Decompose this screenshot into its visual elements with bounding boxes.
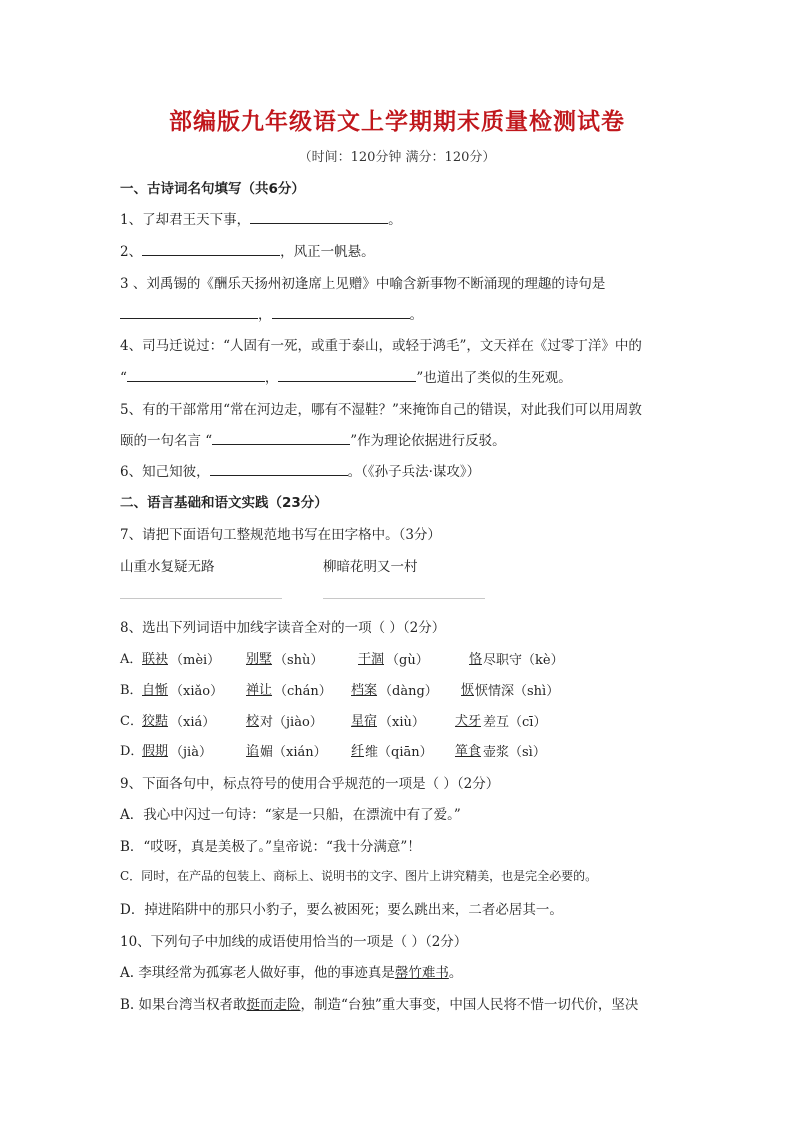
q3-sep: ， [258, 307, 272, 323]
q8-a-word4: 恪 [469, 652, 483, 667]
section1-heading: 一、古诗词名句填写（共6分） [120, 181, 305, 197]
q8-b-letter: B． [120, 683, 143, 698]
q8-b-word2: 禅让 [246, 683, 273, 698]
q8-c-letter: C． [120, 714, 143, 729]
q5-blank[interactable] [212, 430, 350, 445]
q6-blank[interactable] [210, 461, 348, 476]
q8-d-pinyin2: 媚（xián） [260, 745, 327, 760]
question-7: 7、请把下面语句工整规范地书写在田字格中。（3分） [120, 527, 441, 543]
q8-c-word4: 犬牙 [455, 714, 482, 729]
q8-a-pinyin1: （mèi） [170, 653, 221, 668]
question-3-blanks [120, 303, 423, 323]
q8-b-word4: 恹 [461, 683, 475, 698]
q8-d-word1: 假期 [142, 744, 169, 759]
q1-end: 。 [388, 212, 402, 228]
q4-open: “ [120, 370, 127, 386]
question-4-blanks [120, 366, 572, 386]
q10-b-idiom: 挺而走险 [246, 997, 301, 1013]
q1-blank[interactable] [250, 209, 388, 224]
q8-b-pinyin4: 恹情深（shì） [475, 684, 560, 699]
q8-a-word1: 联袂 [142, 652, 169, 667]
q8-a-pinyin2: （shù） [274, 653, 324, 668]
section2-heading: 二、语言基础和语文实践（23分） [120, 495, 328, 511]
q9-option-a: A．我心中闪过一句诗：“家是一只船，在漂流中有了爱。” [120, 807, 461, 823]
question-4: 4、司马迁说过：“人固有一死，或重于泰山，或轻于鸿毛”，文天祥在《过零丁洋》中的 [120, 338, 642, 354]
q2-text: 2、 [120, 244, 143, 260]
question-10: 10、下列句子中加线的成语使用恰当的一项是（ ）（2分） [120, 934, 468, 950]
q10-a-idiom: 罄竹难书 [394, 965, 449, 981]
exam-title: 部编版九年级语文上学期期末质量检测试卷 [169, 109, 625, 135]
q1-text: 1、了却君王天下事， [120, 212, 251, 228]
q8-c-pinyin4: 差互（cī） [483, 715, 547, 730]
q8-d-pinyin4: 壶浆（sì） [483, 745, 546, 760]
q10-b-end: ，制造“台独”重大事变，中国人民将不惜一切代价，坚决 [300, 997, 639, 1013]
q8-d-word2: 谄 [246, 744, 260, 759]
q8-c-word1: 狡黠 [142, 714, 169, 729]
q10-b-text: B. 如果台湾当权者敢 [120, 997, 247, 1013]
q4-blank-1[interactable] [127, 367, 265, 382]
q8-c-pinyin3: （xiù） [379, 715, 425, 730]
q2-blank[interactable] [142, 241, 280, 256]
q3-end: 。 [409, 307, 423, 323]
q8-b-word3: 档案 [351, 683, 378, 698]
q8-c-word3: 星宿 [351, 714, 378, 729]
q8-c-word2: 校 [246, 714, 260, 729]
q3-blank-2[interactable] [272, 304, 410, 319]
question-1 [120, 208, 402, 228]
q8-d-pinyin1: （jià） [170, 745, 212, 760]
q8-d-word3: 纤 [351, 744, 365, 759]
q5-text: 颐的一句名言 “ [120, 433, 213, 449]
q5-end: ”作为理论依据进行反驳。 [350, 433, 506, 449]
q8-a-word3: 干涸 [358, 652, 385, 667]
q4-blank-2[interactable] [278, 367, 416, 382]
q8-b-pinyin2: （chán） [274, 684, 332, 699]
question-3: 3 、刘禹锡的《酬乐天扬州初逢席上见赠》中喻含新事物不断涌现的理趣的诗句是 [120, 276, 606, 292]
q3-blank-1[interactable] [120, 304, 258, 319]
q8-c-pinyin1: （xiá） [170, 715, 216, 730]
q8-b-word1: 自惭 [142, 683, 169, 698]
q4-end: ”也道出了类似的生死观。 [416, 370, 572, 386]
q8-d-word4: 箪食 [455, 744, 482, 759]
q9-option-b: B．“哎呀，真是美极了。”皇帝说：“我十分满意”！ [120, 839, 421, 855]
q7-phrase-1: 山重水复疑无路 [120, 559, 215, 575]
q8-b-pinyin1: （xiǎo） [170, 684, 224, 699]
exam-subtitle: （时间：120分钟 满分：120分） [298, 150, 496, 165]
q8-c-pinyin2: 对（jiào） [260, 715, 323, 730]
q2-end: ，风正一帆悬。 [280, 244, 375, 260]
q8-a-word2: 别墅 [246, 652, 273, 667]
question-2 [120, 240, 375, 260]
q7-writing-line-1[interactable] [120, 598, 282, 599]
q8-a-pinyin3: （gù） [386, 653, 429, 668]
q6-end: 。（《孙子兵法·谋攻》） [347, 464, 481, 480]
question-8: 8、选出下列词语中加线字读音全对的一项（ ）（2分） [120, 620, 446, 636]
q8-a-letter: A． [120, 652, 143, 667]
question-9: 9、下面各句中，标点符号的使用合乎规范的一项是（ ）（2分） [120, 776, 500, 792]
q9-option-c: C．同时，在产品的包装上、商标上、说明书的文字、图片上讲究精美，也是完全必要的。 [120, 869, 598, 883]
question-6 [120, 460, 480, 480]
q10-a-end: 。 [448, 965, 463, 981]
q7-phrase-2: 柳暗花明又一村 [323, 559, 418, 575]
q8-d-pinyin3: 维（qiān） [365, 745, 433, 760]
q4-sep: ， [264, 370, 279, 386]
q7-writing-line-2[interactable] [323, 598, 485, 599]
question-5: 5、有的干部常用“常在河边走，哪有不湿鞋？”来掩饰自己的错误，对此我们可以用周敦 [120, 402, 642, 418]
q8-a-pinyin4: 尽职守（kè） [483, 653, 564, 668]
question-5-blank-line [120, 429, 506, 449]
q10-option-b [120, 993, 638, 1013]
q8-b-pinyin3: （dàng） [379, 684, 438, 699]
q9-option-d: D．掉进陷阱中的那只小豹子，要么被困死；要么跳出来，二者必居其一。 [120, 902, 563, 918]
q10-a-text: A. 李琪经常为孤寡老人做好事，他的事迹真是 [120, 965, 395, 981]
q8-d-letter: D． [120, 744, 144, 759]
q6-text: 6、知己知彼， [120, 464, 210, 480]
q10-option-a [120, 961, 462, 981]
